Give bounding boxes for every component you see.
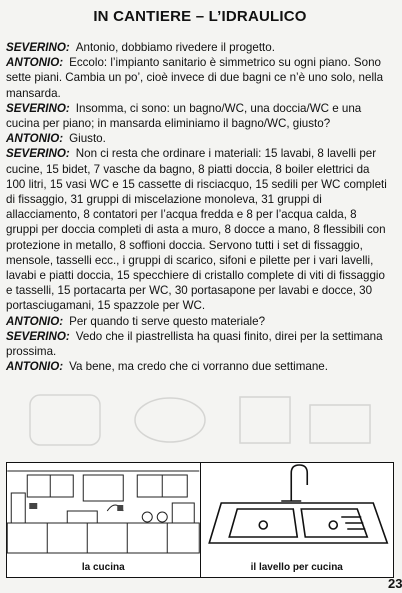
bleed-through-illustration (20, 385, 380, 455)
dialogue-turn (6, 146, 392, 313)
dialogue-turn (6, 40, 392, 55)
turn-text: Eccolo: l’impianto sanitario è simmetrico su ogni piano. Sono sette piani. Cambia un po’, cioè invece di due bagni ce n’è uno solo, nella mansarda. (6, 56, 384, 100)
sink-caption: il lavello per cucina (250, 562, 343, 573)
kitchen-illustration-icon (7, 463, 200, 557)
speaker-name: ANTONIO: (6, 314, 64, 328)
dialogue-turn (6, 329, 392, 359)
dialogue-turn (6, 131, 392, 146)
turn-text: Giusto. (69, 132, 106, 146)
page-title: IN CANTIERE – L’IDRAULICO (93, 8, 307, 25)
turn-text: Insomma, ci sono: un bagno/WC, una doccia/WC e una cucina per piano; in mansarda eliminiamo il bagno/WC, giusto? (6, 101, 362, 131)
speaker-name: SEVERINO: (6, 329, 70, 343)
sink-panel (200, 463, 394, 577)
dialogue (6, 40, 392, 374)
speaker-name: ANTONIO: (6, 132, 64, 146)
dialogue-turn (6, 314, 392, 329)
dialogue-turn (6, 55, 392, 101)
speaker-name: ANTONIO: (6, 56, 64, 70)
kitchen-panel (7, 463, 200, 577)
turn-text: Antonio, dobbiamo rivedere il progetto. (75, 41, 275, 54)
turn-text: Vedo che il piastrellista ha quasi finito, direi per la settimana prossima. (6, 329, 383, 359)
sink-illustration-icon (201, 463, 394, 557)
kitchen-caption: la cucina (81, 562, 125, 573)
speaker-name: SEVERINO: (6, 41, 70, 54)
turn-text: Per quando ti serve questo materiale? (69, 314, 266, 328)
page-number: 23 (388, 576, 402, 591)
dialogue-turn (6, 359, 392, 374)
speaker-name: SEVERINO: (6, 101, 70, 115)
turn-text: Va bene, ma credo che ci vorranno due settimane. (69, 360, 328, 374)
dialogue-turn (6, 101, 392, 131)
speaker-name: ANTONIO: (6, 360, 64, 374)
turn-text: Non ci resta che ordinare i materiali: 15 lavabi, 8 lavelli per cucine, 15 bidet, 7 vasche da bagno, 8 piatti doccia, 8 boiler elettrici da 100 litri, 15 vasi WC e 15 cassette di risciacquo, 15 sedili per WC completi di fissaggio, 31 gruppi di miscelazione monoleva, 31 gruppi di allacciamento, 8 contatori per l’acqua fredda e 8 per l’acqua calda, 8 gruppi per doccia completi di asta a muro, 8 docce a mano, 8 flessibili con protezione in metallo, 8 soffioni doccia. Servono tutti i set di fissaggio, mensole, tasselli ecc., i gruppi di scarico, sifoni e pilette per i vari lavelli, lavabi e piatti doccia, 15 specchiere di cristallo complete di viti di fissaggio e tasselli, 15 portacarta per WC, 30 portasapone per lavabi e docce, 30 portasciugamani, 15 spazzole per WC. (6, 147, 387, 313)
speaker-name: SEVERINO: (6, 147, 70, 161)
illustration-panels (6, 462, 394, 578)
